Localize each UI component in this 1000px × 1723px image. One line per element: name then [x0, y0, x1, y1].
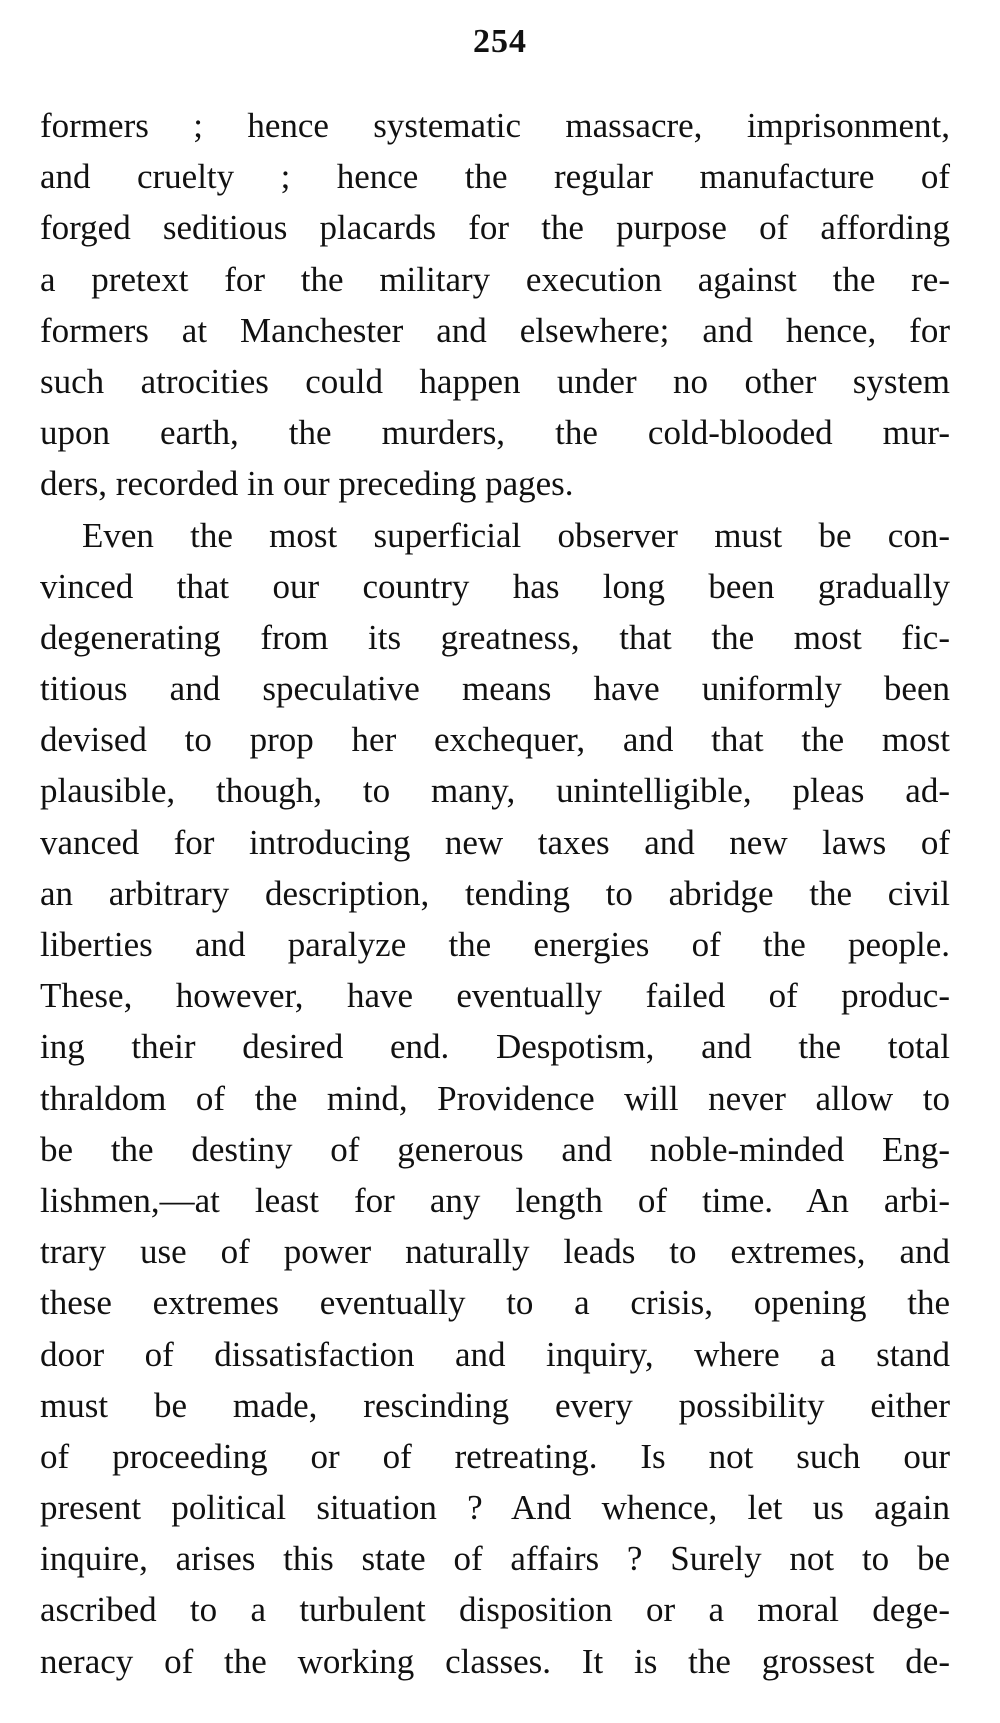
- text-line: forged seditious placards for the purpose of affording: [40, 208, 950, 248]
- text-line: and cruelty ; hence the regular manufacture of: [40, 157, 950, 197]
- text-line: ascribed to a turbulent disposition or a moral dege-: [40, 1590, 950, 1630]
- text-line: neracy of the working classes. It is the grossest de-: [40, 1641, 950, 1681]
- text-line: inquire, arises this state of affairs ? Surely not to be: [40, 1539, 950, 1579]
- text-line: devised to prop her exchequer, and that the most: [40, 720, 950, 760]
- text-line: titious and speculative means have uniformly been: [40, 669, 950, 709]
- text-line: thraldom of the mind, Providence will never allow to: [40, 1078, 950, 1118]
- body-text: [40, 100, 950, 1687]
- text-line: Even the most superficial observer must be con-: [82, 515, 950, 555]
- text-line: door of dissatisfaction and inquiry, where a stand: [40, 1334, 950, 1374]
- text-line: formers at Manchester and elsewhere; and hence, for: [40, 310, 950, 350]
- text-line: degenerating from its greatness, that the most fic-: [40, 617, 950, 657]
- text-line: vinced that our country has long been gradually: [40, 566, 950, 606]
- text-line: ing their desired end. Despotism, and the total: [40, 1027, 950, 1067]
- text-line: must be made, rescinding every possibility either: [40, 1385, 950, 1425]
- text-line: vanced for introducing new taxes and new laws of: [40, 822, 950, 862]
- text-line: trary use of power naturally leads to extremes, and: [40, 1232, 950, 1272]
- text-line: be the destiny of generous and noble-minded Eng-: [40, 1129, 950, 1169]
- text-line: these extremes eventually to a crisis, opening the: [40, 1283, 950, 1323]
- text-line: formers ; hence systematic massacre, imprisonment,: [40, 106, 950, 145]
- text-line: present political situation ? And whence, let us again: [40, 1488, 950, 1528]
- text-line: plausible, though, to many, unintelligible, pleas ad-: [40, 771, 950, 811]
- text-line: upon earth, the murders, the cold-blooded mur-: [40, 413, 950, 453]
- text-line: an arbitrary description, tending to abridge the civil: [40, 873, 950, 913]
- paragraph-2: [40, 510, 950, 1687]
- paragraph-1: [40, 100, 950, 510]
- text-line: lishmen,—at least for any length of time. An arbi-: [40, 1180, 950, 1220]
- text-line: of proceeding or of retreating. Is not such our: [40, 1436, 950, 1476]
- text-line: These, however, have eventually failed of produc-: [40, 976, 950, 1016]
- text-line: ders, recorded in our preceding pages.: [40, 464, 574, 504]
- text-line: liberties and paralyze the energies of the people.: [40, 925, 950, 964]
- page-number: 254: [473, 23, 527, 60]
- text-line: a pretext for the military execution against the re-: [40, 259, 950, 299]
- text-line: such atrocities could happen under no other system: [40, 361, 950, 401]
